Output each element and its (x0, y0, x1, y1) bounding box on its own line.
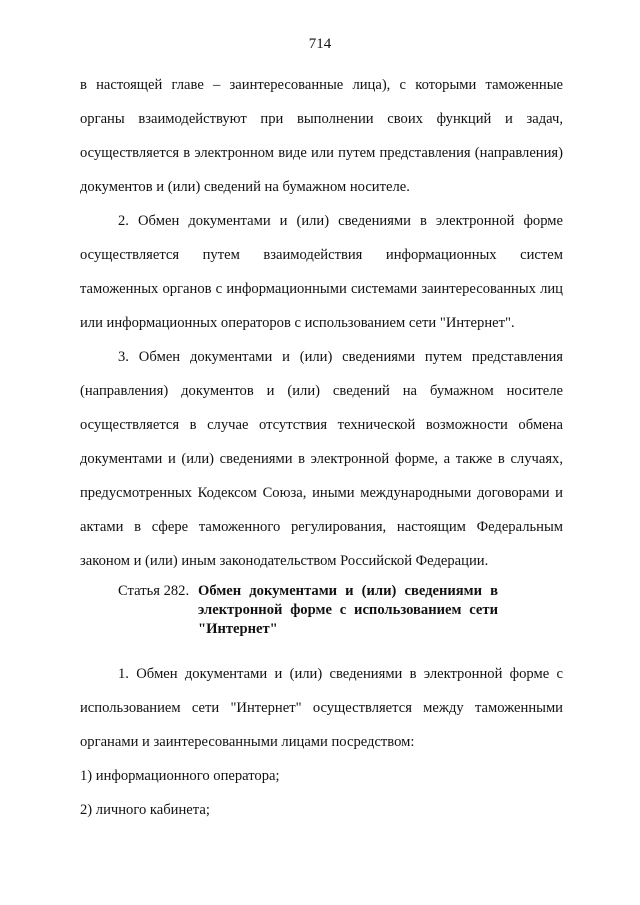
page-number: 714 (308, 36, 332, 52)
article-number: Статья 282. (118, 583, 190, 599)
list-item: 2) личного кабинета; (80, 802, 210, 818)
paragraph-3: 3. Обмен документами и (или) сведениями путем представления (направления) документов и (или) сведений на бумажном носителе осуществляется в случае отсутствия технической возможности обмена документами и (или) сведениями в электронной форме, а также в случаях, предусмотренных Кодексом Союза, иными международными договорами и актами в сфере таможенного регулирования, настоящим Федеральным законом и (или) иным законодательством Российской Федерации. (80, 349, 563, 569)
document-body (80, 68, 563, 827)
list-item: 1) информационного оператора; (80, 768, 280, 784)
article-title: Обмен документами и (или) сведениями в электронной форме с использованием сети "Интернет" (198, 583, 498, 637)
article-heading (80, 582, 563, 639)
paragraph-continuation: в настоящей главе – заинтересованные лица), с которыми таможенные органы взаимодействуют при выполнении своих функций и задач, осуществляется в электронном виде или путем представления (направления) документов и (или) сведений на бумажном носителе. (80, 77, 563, 195)
paragraph-2: 2. Обмен документами и (или) сведениями в электронной форме осуществляется путем взаимодействия информационных систем таможенных органов с информационными системами заинтересованных лиц или информационных операторов с использованием сети "Интернет". (80, 213, 563, 331)
article-paragraph-1: 1. Обмен документами и (или) сведениями в электронной форме с использованием сети "Интернет" осуществляется между таможенными органами и заинтересованными лицами посредством: (80, 666, 563, 750)
